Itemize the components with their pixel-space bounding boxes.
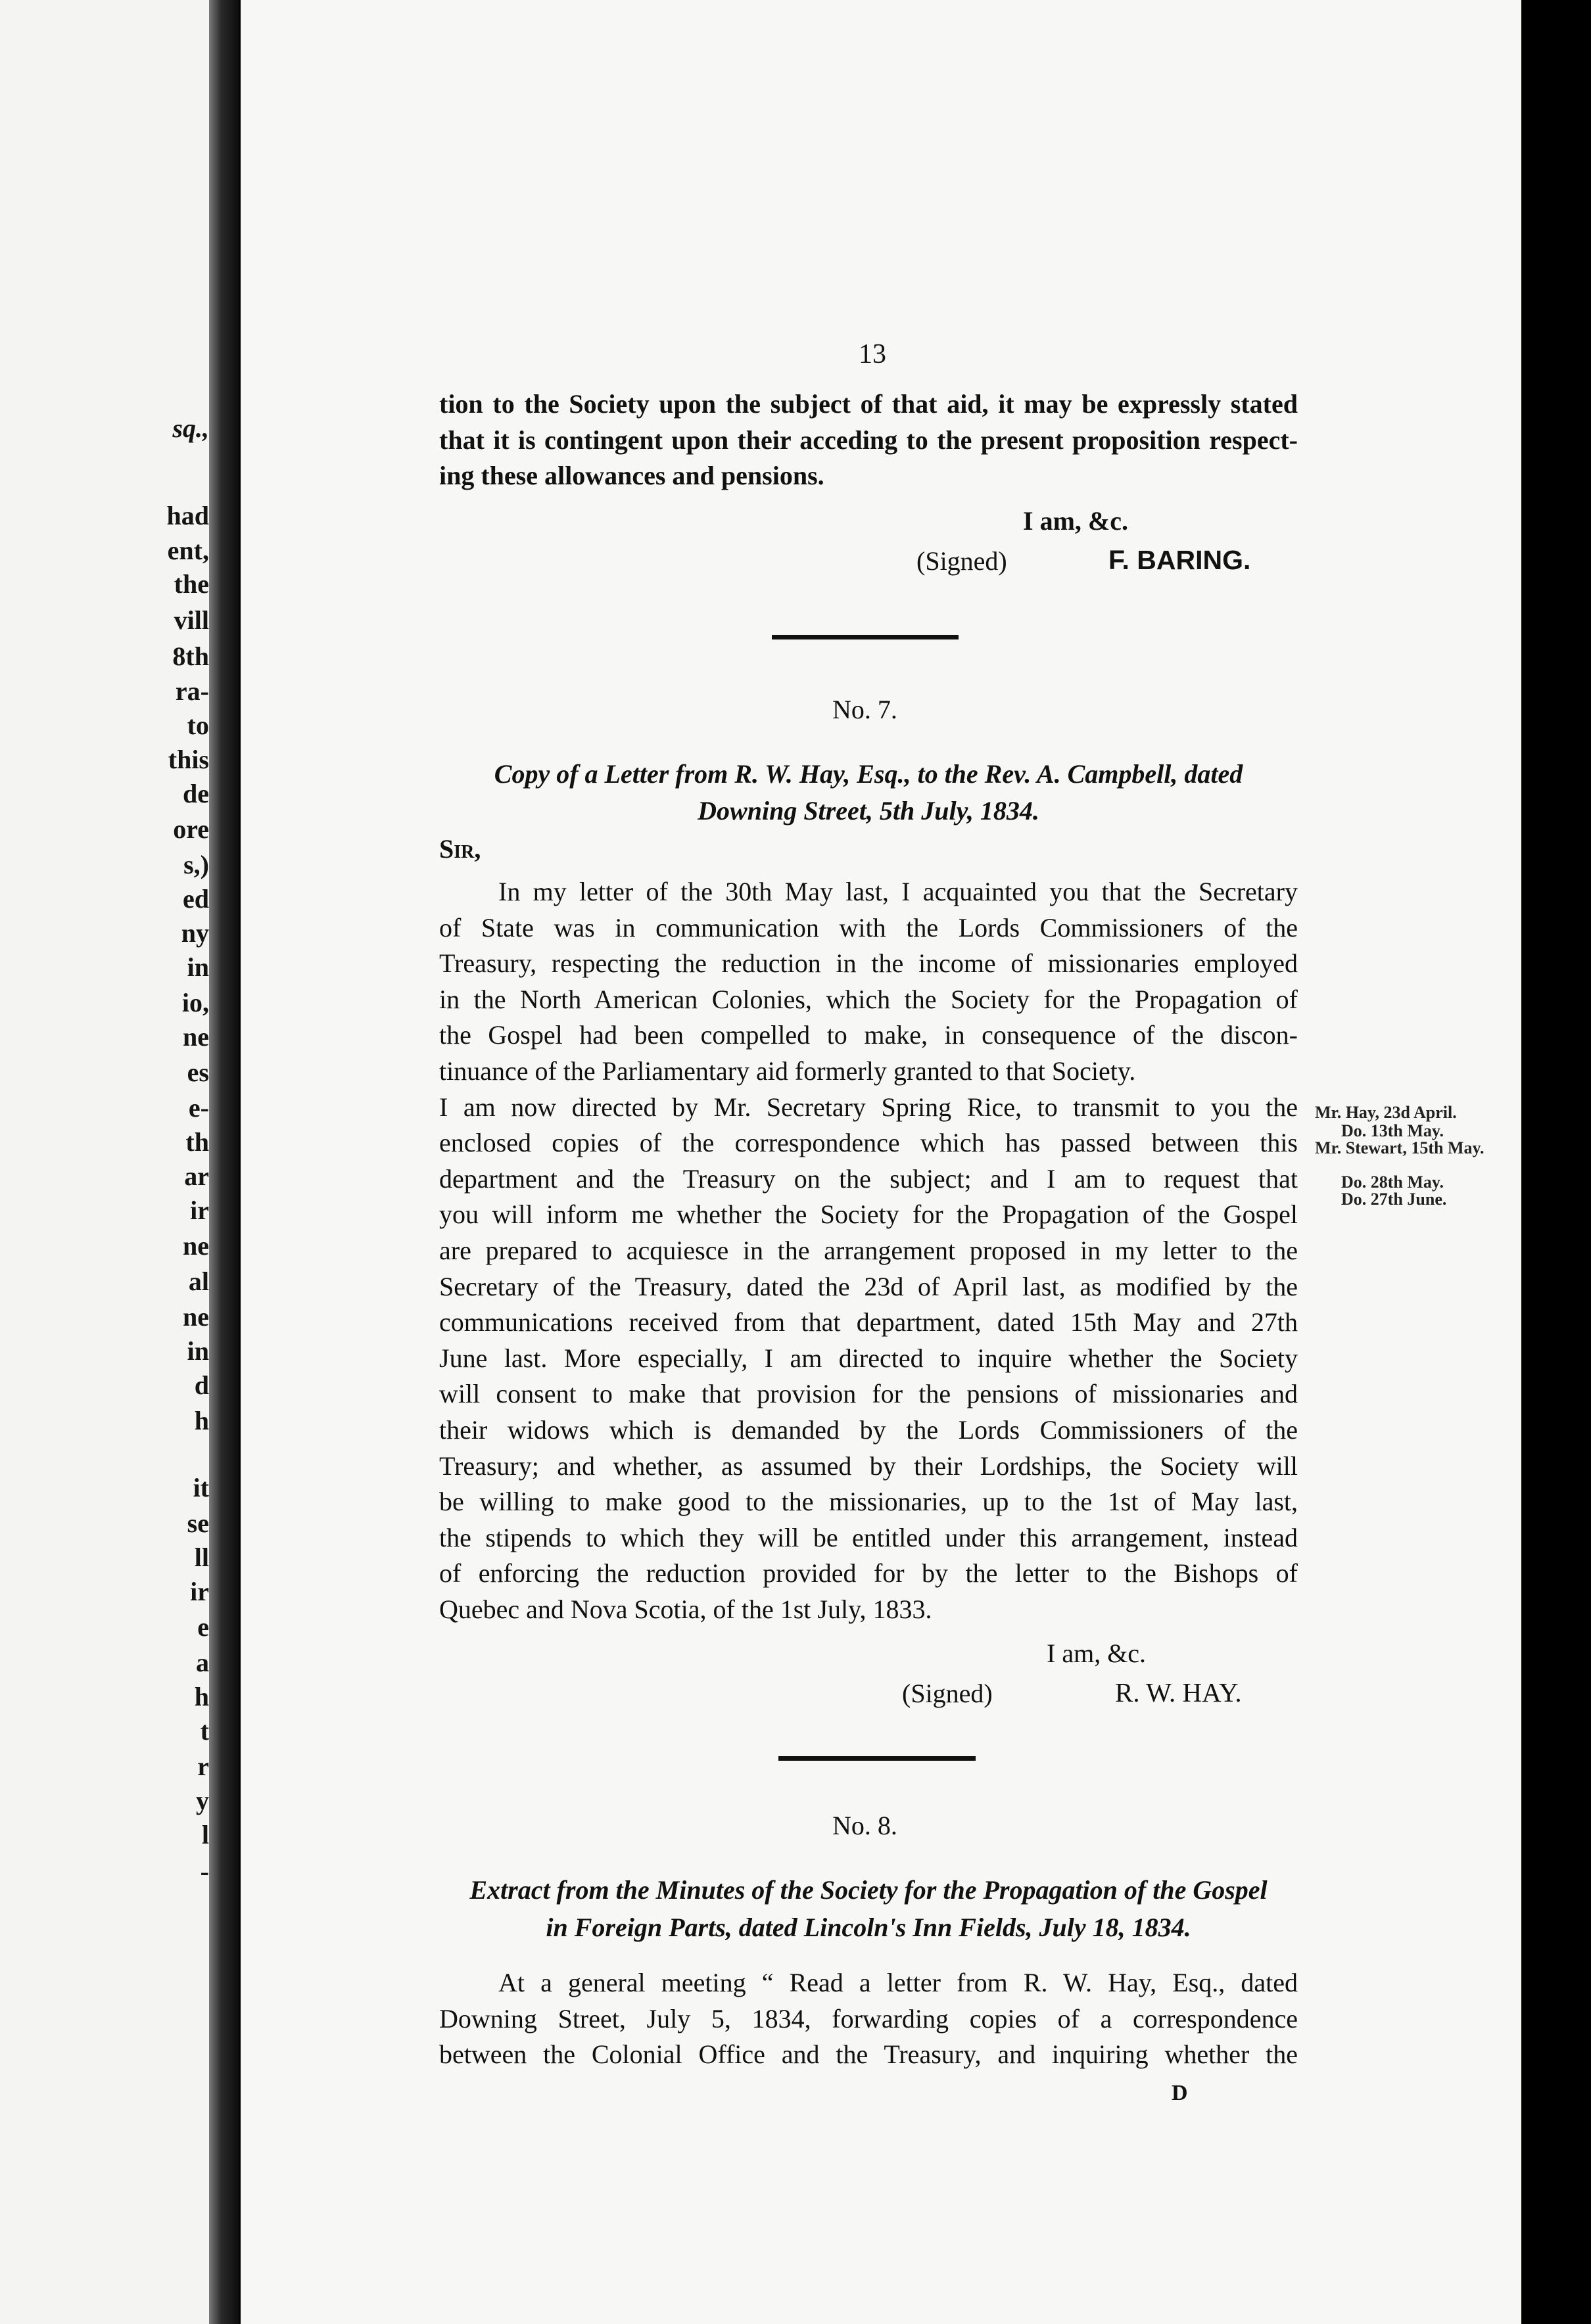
facing-page-fragment: ed (183, 884, 209, 914)
facing-page-fragment: ent, (167, 536, 209, 565)
facing-page-fragment: es (187, 1057, 209, 1087)
closing-formula: I am, &c. (1023, 506, 1128, 536)
facing-page-fragment: had (166, 501, 209, 530)
margin-note: Do. 28th May. (1341, 1173, 1444, 1192)
letter-body (439, 874, 1298, 1627)
facing-page-fragment: a (196, 1648, 209, 1677)
text-line: of State was in communication with the Lords Commissioners of the (439, 912, 1298, 942)
facing-page-fragment: it (193, 1473, 209, 1502)
document-title-line2: in Foreign Parts, dated Lincoln's Inn Fields, July 18, 1834. (546, 1913, 1191, 1942)
facing-page-fragment: ny (181, 918, 209, 948)
page (241, 0, 1521, 2324)
text-line: In my letter of the 30th May last, I acquainted you that the Secretary (498, 877, 1298, 906)
document-title-line2: Downing Street, 5th July, 1834. (698, 796, 1039, 825)
text-line: Treasury; and whether, as assumed by their Lordships, the Society will (439, 1451, 1298, 1481)
facing-page-fragment: ir (190, 1196, 209, 1225)
facing-page-fragment: de (183, 779, 209, 808)
page-number: 13 (859, 339, 886, 369)
text-line: their widows which is demanded by the Lords Commissioners of the (439, 1414, 1298, 1445)
facing-page-fragment: vill (174, 605, 209, 635)
text-line: the stipends to which they will be entitled under this arrangement, instead (439, 1522, 1298, 1552)
facing-page-fragment: e- (188, 1093, 209, 1123)
facing-page-fragment: in (187, 952, 209, 982)
facing-page-fragment: ore (173, 814, 209, 844)
text-line: between the Colonial Office and the Treasury, and inquiring whether the (439, 2039, 1298, 2070)
facing-page-fragment: ne (183, 1231, 209, 1261)
signature-mark: D (1172, 2081, 1188, 2105)
text-line: will consent to make that provision for the pensions of missionaries and (439, 1379, 1298, 1409)
scan-border-right (1521, 0, 1591, 2324)
gutter-shadow (209, 0, 239, 2324)
margin-note: Mr. Stewart, 15th May. (1315, 1138, 1484, 1157)
text-line: the Gospel had been compelled to make, in consequence of the discon- (439, 1020, 1298, 1050)
facing-page-fragment: - (200, 1857, 209, 1886)
text-line: tion to the Society upon the subject of that aid, it may be expressly stated (439, 389, 1298, 419)
facing-page-fragment: th (185, 1127, 209, 1157)
facing-page-fragment: al (188, 1267, 209, 1296)
facing-page-fragment: l (201, 1820, 209, 1849)
facing-page-fragment: to (187, 710, 209, 740)
margin-note: Do. 27th June. (1341, 1190, 1447, 1209)
signed-label: (Signed) (916, 546, 1007, 576)
text-line: Secretary of the Treasury, dated the 23d of April last, as modified by the (439, 1271, 1298, 1301)
facing-page-fragment: t (200, 1716, 209, 1746)
facing-page-left (0, 0, 216, 2324)
facing-page-fragment: this (168, 745, 209, 774)
facing-page-fragment: sq., (172, 413, 209, 443)
section-divider (772, 635, 959, 639)
closing-formula: I am, &c. (1047, 1638, 1147, 1668)
salutation: Sir, (439, 834, 481, 864)
facing-page-fragment: s,) (183, 850, 209, 879)
text-line: Treasury, respecting the reduction in the income of missionaries employed (439, 948, 1298, 979)
text-line: tinuance of the Parliamentary aid formerly granted to that Society. (439, 1056, 1136, 1086)
facing-page-fragment: e (197, 1612, 209, 1642)
text-line: ing these allowances and pensions. (439, 461, 824, 491)
text-line: that it is contingent upon their acceding to the present proposition respect- (439, 425, 1298, 455)
facing-page-fragment: d (194, 1370, 209, 1400)
facing-page-fragment: y (196, 1786, 209, 1815)
facing-page-fragment: ll (194, 1543, 209, 1572)
text-line: in the North American Colonies, which the Society for the Propagation of (439, 984, 1298, 1014)
text-line: department and the Treasury on the subject; and I am to request that (439, 1163, 1298, 1194)
section-divider (778, 1756, 976, 1761)
text-line: Downing Street, July 5, 1834, forwarding copies of a correspondence (439, 2003, 1298, 2034)
text-line: be willing to make good to the missionaries, up to the 1st of May last, (439, 1487, 1298, 1517)
text-line: Quebec and Nova Scotia, of the 1st July, 1833. (439, 1594, 932, 1624)
text-line: June last. More especially, I am directed to inquire whether the Society (439, 1343, 1298, 1373)
margin-note: Do. 13th May. (1341, 1121, 1444, 1140)
facing-page-fragment: the (174, 569, 209, 599)
signed-label: (Signed) (902, 1679, 993, 1708)
document-number: No. 8. (832, 1811, 897, 1840)
margin-note: Mr. Hay, 23d April. (1315, 1103, 1457, 1122)
facing-page-fragment: h (194, 1682, 209, 1711)
facing-page-fragment: ra- (175, 676, 209, 706)
text-line: of enforcing the reduction provided for by the letter to the Bishops of (439, 1558, 1298, 1589)
text-line: you will inform me whether the Society for the Propagation of the Gospel (439, 1199, 1298, 1230)
facing-page-fragment: ne (183, 1302, 209, 1332)
signatory-name: R. W. HAY. (1115, 1677, 1242, 1708)
facing-page-fragment: ne (183, 1022, 209, 1052)
facing-page-fragment: in (187, 1336, 209, 1366)
facing-page-fragment: ir (190, 1577, 209, 1606)
text-line: I am now directed by Mr. Secretary Spring Rice, to transmit to you the (439, 1092, 1298, 1122)
facing-page-fragment: se (187, 1508, 209, 1538)
facing-page-fragment: r (197, 1752, 209, 1781)
document-title: Extract from the Minutes of the Society for the Propagation of the Gospel (469, 1875, 1268, 1905)
facing-page-fragment: 8th (172, 641, 209, 671)
text-line: enclosed copies of the correspondence which has passed between this (439, 1128, 1298, 1158)
minutes-extract (439, 1965, 1298, 2073)
text-line: At a general meeting “ Read a letter from R. W. Hay, Esq., dated (498, 1968, 1298, 1997)
text-line: are prepared to acquiesce in the arrangement proposed in my letter to the (439, 1235, 1298, 1265)
document-number: No. 7. (832, 695, 897, 724)
opening-paragraph (439, 386, 1298, 494)
signatory-name: F. BARING. (1108, 545, 1251, 575)
document-title: Copy of a Letter from R. W. Hay, Esq., to the Rev. A. Campbell, dated (494, 759, 1243, 789)
facing-page-fragment: ar (184, 1161, 209, 1191)
facing-page-fragment: io, (181, 988, 209, 1017)
text-line: communications received from that department, dated 15th May and 27th (439, 1307, 1298, 1337)
facing-page-fragment: h (194, 1406, 209, 1435)
